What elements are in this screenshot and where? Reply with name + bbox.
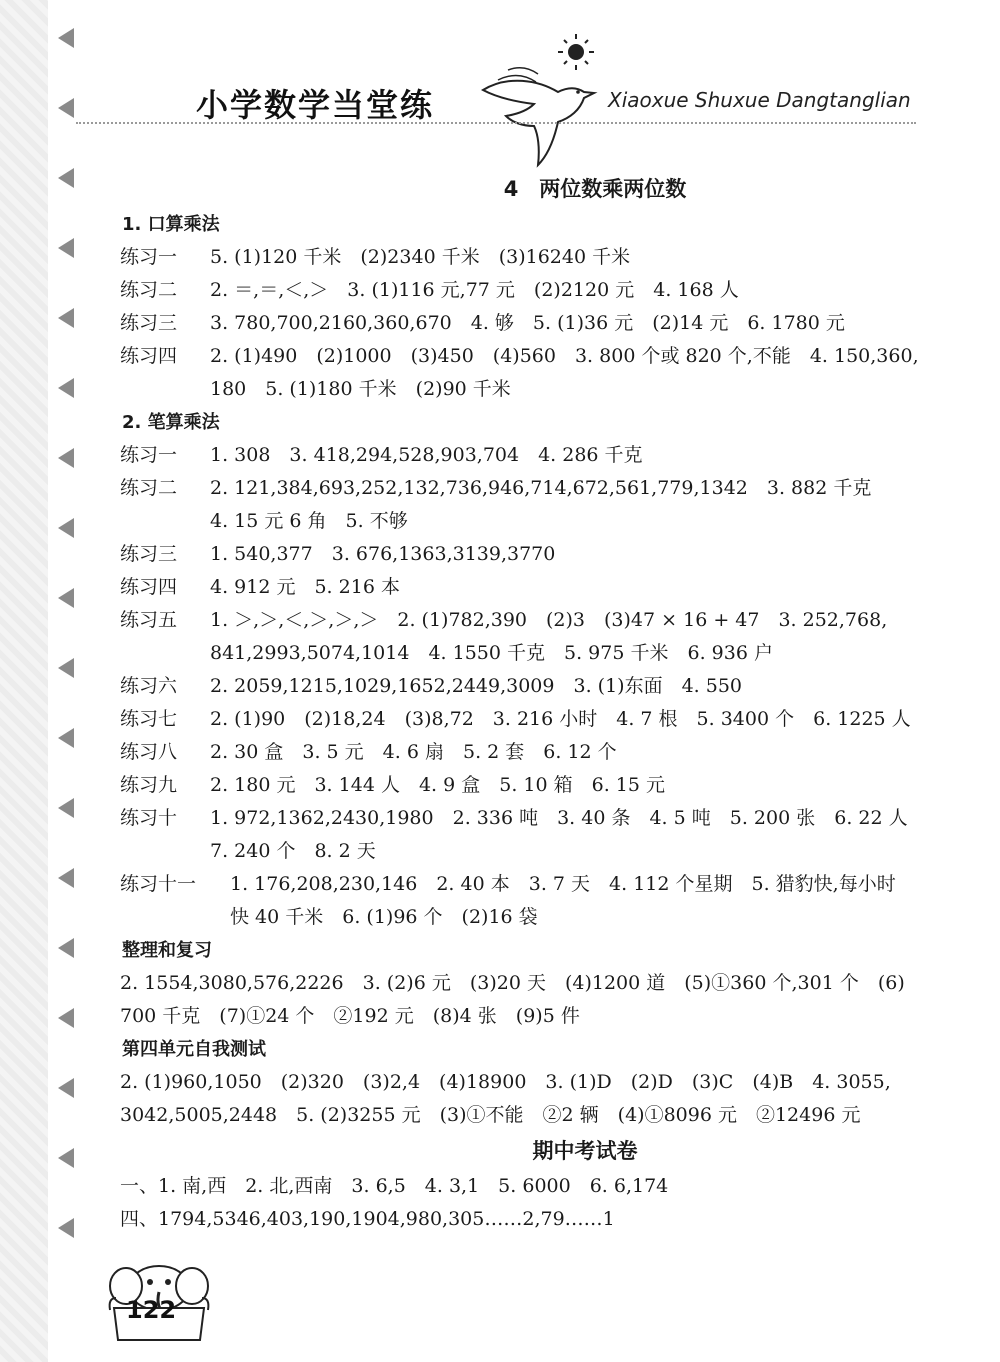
exercise-label: 练习三 <box>120 312 178 334</box>
answer-line: 2. ＝,＝,＜,＞ 3. (1)116 元,77 元 (2)2120 元 4. 168 人 <box>210 279 739 301</box>
answer-line: 快 40 千米 6. (1)96 个 (2)16 袋 <box>230 906 538 928</box>
answer-line: 1. ＞,＞,＜,＞,＞,＞ 2. (1)782,390 (2)3 (3)47 × 16 + 47 3. 252,768, <box>210 609 888 631</box>
exercise-row <box>120 736 970 769</box>
exercise-row <box>120 274 970 307</box>
exercise-answers <box>210 670 970 703</box>
exercise-row <box>120 538 970 571</box>
exercise-label: 练习一 <box>120 444 178 466</box>
section-title: 2. 笔算乘法 <box>122 412 220 433</box>
answer-line: 841,2993,5074,1014 4. 1550 千克 5. 975 千米 6. 936 户 <box>210 642 773 664</box>
answer-line: 2. (1)90 (2)18,24 (3)8,72 3. 216 小时 4. 7 根 5. 3400 个 6. 1225 人 <box>210 708 911 730</box>
triangle-arrow-icon <box>58 308 74 328</box>
exercise-row <box>120 769 970 802</box>
exercise-label: 练习十一 <box>120 873 197 895</box>
exercise-answers <box>210 802 970 868</box>
exercise-row <box>120 571 970 604</box>
triangle-arrow-icon <box>58 728 74 748</box>
answer-line: 4. 912 元 5. 216 本 <box>210 576 400 598</box>
exercise-row <box>120 307 970 340</box>
triangle-arrow-icon <box>58 588 74 608</box>
answer-line: 3. 780,700,2160,360,670 4. 够 5. (1)36 元 (2)14 元 6. 1780 元 <box>210 312 845 334</box>
page-header <box>0 0 1000 175</box>
answer-line: 5. (1)120 千米 (2)2340 千米 (3)16240 千米 <box>210 246 631 268</box>
exercise-label: 练习七 <box>120 708 178 730</box>
exercise-label: 练习一 <box>120 246 178 268</box>
header-divider <box>76 122 916 124</box>
exercise-answers <box>210 538 970 571</box>
exercise-answers <box>210 703 970 736</box>
exercise-label: 练习十 <box>120 807 178 829</box>
triangle-arrow-icon <box>58 1148 74 1168</box>
review-lines <box>120 967 970 1033</box>
triangle-arrow-icon <box>58 798 74 818</box>
triangle-arrow-icon <box>58 378 74 398</box>
answer-content <box>120 170 970 1236</box>
exercise-answers <box>210 274 970 307</box>
triangle-arrow-icon <box>58 518 74 538</box>
triangle-arrow-icon <box>58 1078 74 1098</box>
book-title-pinyin: Xiaoxue Shuxue Dangtanglian <box>608 88 911 112</box>
review-title: 整理和复习 <box>122 940 212 961</box>
midterm-line: 一、1. 南,西 2. 北,西南 3. 6,5 4. 3,1 5. 6000 6. 6,174 <box>120 1175 669 1197</box>
triangle-arrow-icon <box>58 238 74 258</box>
answer-line: 1. 176,208,230,146 2. 40 本 3. 7 天 4. 112 个星期 5. 猎豹快,每小时 <box>230 873 896 895</box>
dove-icon <box>478 30 608 170</box>
exercise-row <box>120 241 970 274</box>
exercise-label: 练习八 <box>120 741 178 763</box>
exercise-answers <box>210 769 970 802</box>
exercise-answers <box>210 241 970 274</box>
answer-line: 2. 30 盒 3. 5 元 4. 6 扇 5. 2 套 6. 12 个 <box>210 741 617 763</box>
exercise-row <box>120 802 970 868</box>
chapter-title: 4 两位数乘两位数 <box>503 177 687 201</box>
exercise-row <box>120 703 970 736</box>
answer-line: 1. 308 3. 418,294,528,903,704 4. 286 千克 <box>210 444 643 466</box>
triangle-arrow-icon <box>58 1218 74 1238</box>
answer-line: 180 5. (1)180 千米 (2)90 千米 <box>210 378 511 400</box>
triangle-arrow-icon <box>58 1008 74 1028</box>
midterm-lines <box>120 1170 970 1236</box>
answer-line: 2. 180 元 3. 144 人 4. 9 盒 5. 10 箱 6. 15 元 <box>210 774 666 796</box>
unit-test-lines <box>120 1066 970 1132</box>
exercise-label: 练习五 <box>120 609 178 631</box>
triangle-arrow-icon <box>58 868 74 888</box>
unit-test-line: 3042,5005,2448 5. (2)3255 元 (3)①不能 ②2 辆 (4)①8096 元 ②12496 元 <box>120 1104 861 1126</box>
exercise-answers <box>210 307 970 340</box>
sections <box>120 208 970 934</box>
answer-line: 2. 2059,1215,1029,1652,2449,3009 3. (1)东面 4. 550 <box>210 675 743 697</box>
answer-line: 2. 121,384,693,252,132,736,946,714,672,561,779,1342 3. 882 千克 <box>210 477 872 499</box>
triangle-arrow-icon <box>58 658 74 678</box>
midterm-line: 四、1794,5346,403,190,1904,980,305……2,79……1 <box>120 1208 615 1230</box>
exercise-label: 练习三 <box>120 543 178 565</box>
exercise-label: 练习四 <box>120 576 178 598</box>
page-number: 122 <box>126 1296 177 1324</box>
left-margin-strip <box>0 0 48 1362</box>
exercise-row <box>120 868 970 934</box>
exercise-row <box>120 670 970 703</box>
answer-line: 1. 540,377 3. 676,1363,3139,3770 <box>210 543 556 565</box>
exercise-answers <box>210 472 970 538</box>
exercise-label: 练习六 <box>120 675 178 697</box>
triangle-arrow-icon <box>58 448 74 468</box>
unit-test-title: 第四单元自我测试 <box>122 1039 266 1060</box>
exercise-answers <box>210 604 970 670</box>
exercise-label: 练习九 <box>120 774 178 796</box>
section-title: 1. 口算乘法 <box>122 214 220 235</box>
review-line: 2. 1554,3080,576,2226 3. (2)6 元 (3)20 天 (4)1200 道 (5)①360 个,301 个 (6) <box>120 972 905 994</box>
sun-icon <box>558 34 594 70</box>
exercise-answers <box>210 736 970 769</box>
exercise-row <box>120 472 970 538</box>
midterm-title: 期中考试卷 <box>532 1139 638 1163</box>
book-title: 小学数学当堂练 <box>196 86 435 124</box>
exercise-label: 练习四 <box>120 345 178 367</box>
exercise-label: 练习二 <box>120 477 178 499</box>
answer-line: 7. 240 个 8. 2 天 <box>210 840 376 862</box>
unit-test-line: 2. (1)960,1050 (2)320 (3)2,4 (4)18900 3. (1)D (2)D (3)C (4)B 4. 3055, <box>120 1071 891 1093</box>
exercise-row <box>120 604 970 670</box>
exercise-label: 练习二 <box>120 279 178 301</box>
exercise-row <box>120 340 970 406</box>
triangle-arrow-icon <box>58 938 74 958</box>
answer-line: 1. 972,1362,2430,1980 2. 336 吨 3. 40 条 4. 5 吨 5. 200 张 6. 22 人 <box>210 807 908 829</box>
exercise-answers <box>230 868 970 934</box>
review-line: 700 千克 (7)①24 个 ②192 元 (8)4 张 (9)5 件 <box>120 1005 580 1027</box>
exercise-answers <box>210 439 970 472</box>
exercise-row <box>120 439 970 472</box>
exercise-answers <box>210 571 970 604</box>
answer-line: 4. 15 元 6 角 5. 不够 <box>210 510 408 532</box>
answer-line: 2. (1)490 (2)1000 (3)450 (4)560 3. 800 个或 820 个,不能 4. 150,360, <box>210 345 919 367</box>
exercise-answers <box>210 340 970 406</box>
